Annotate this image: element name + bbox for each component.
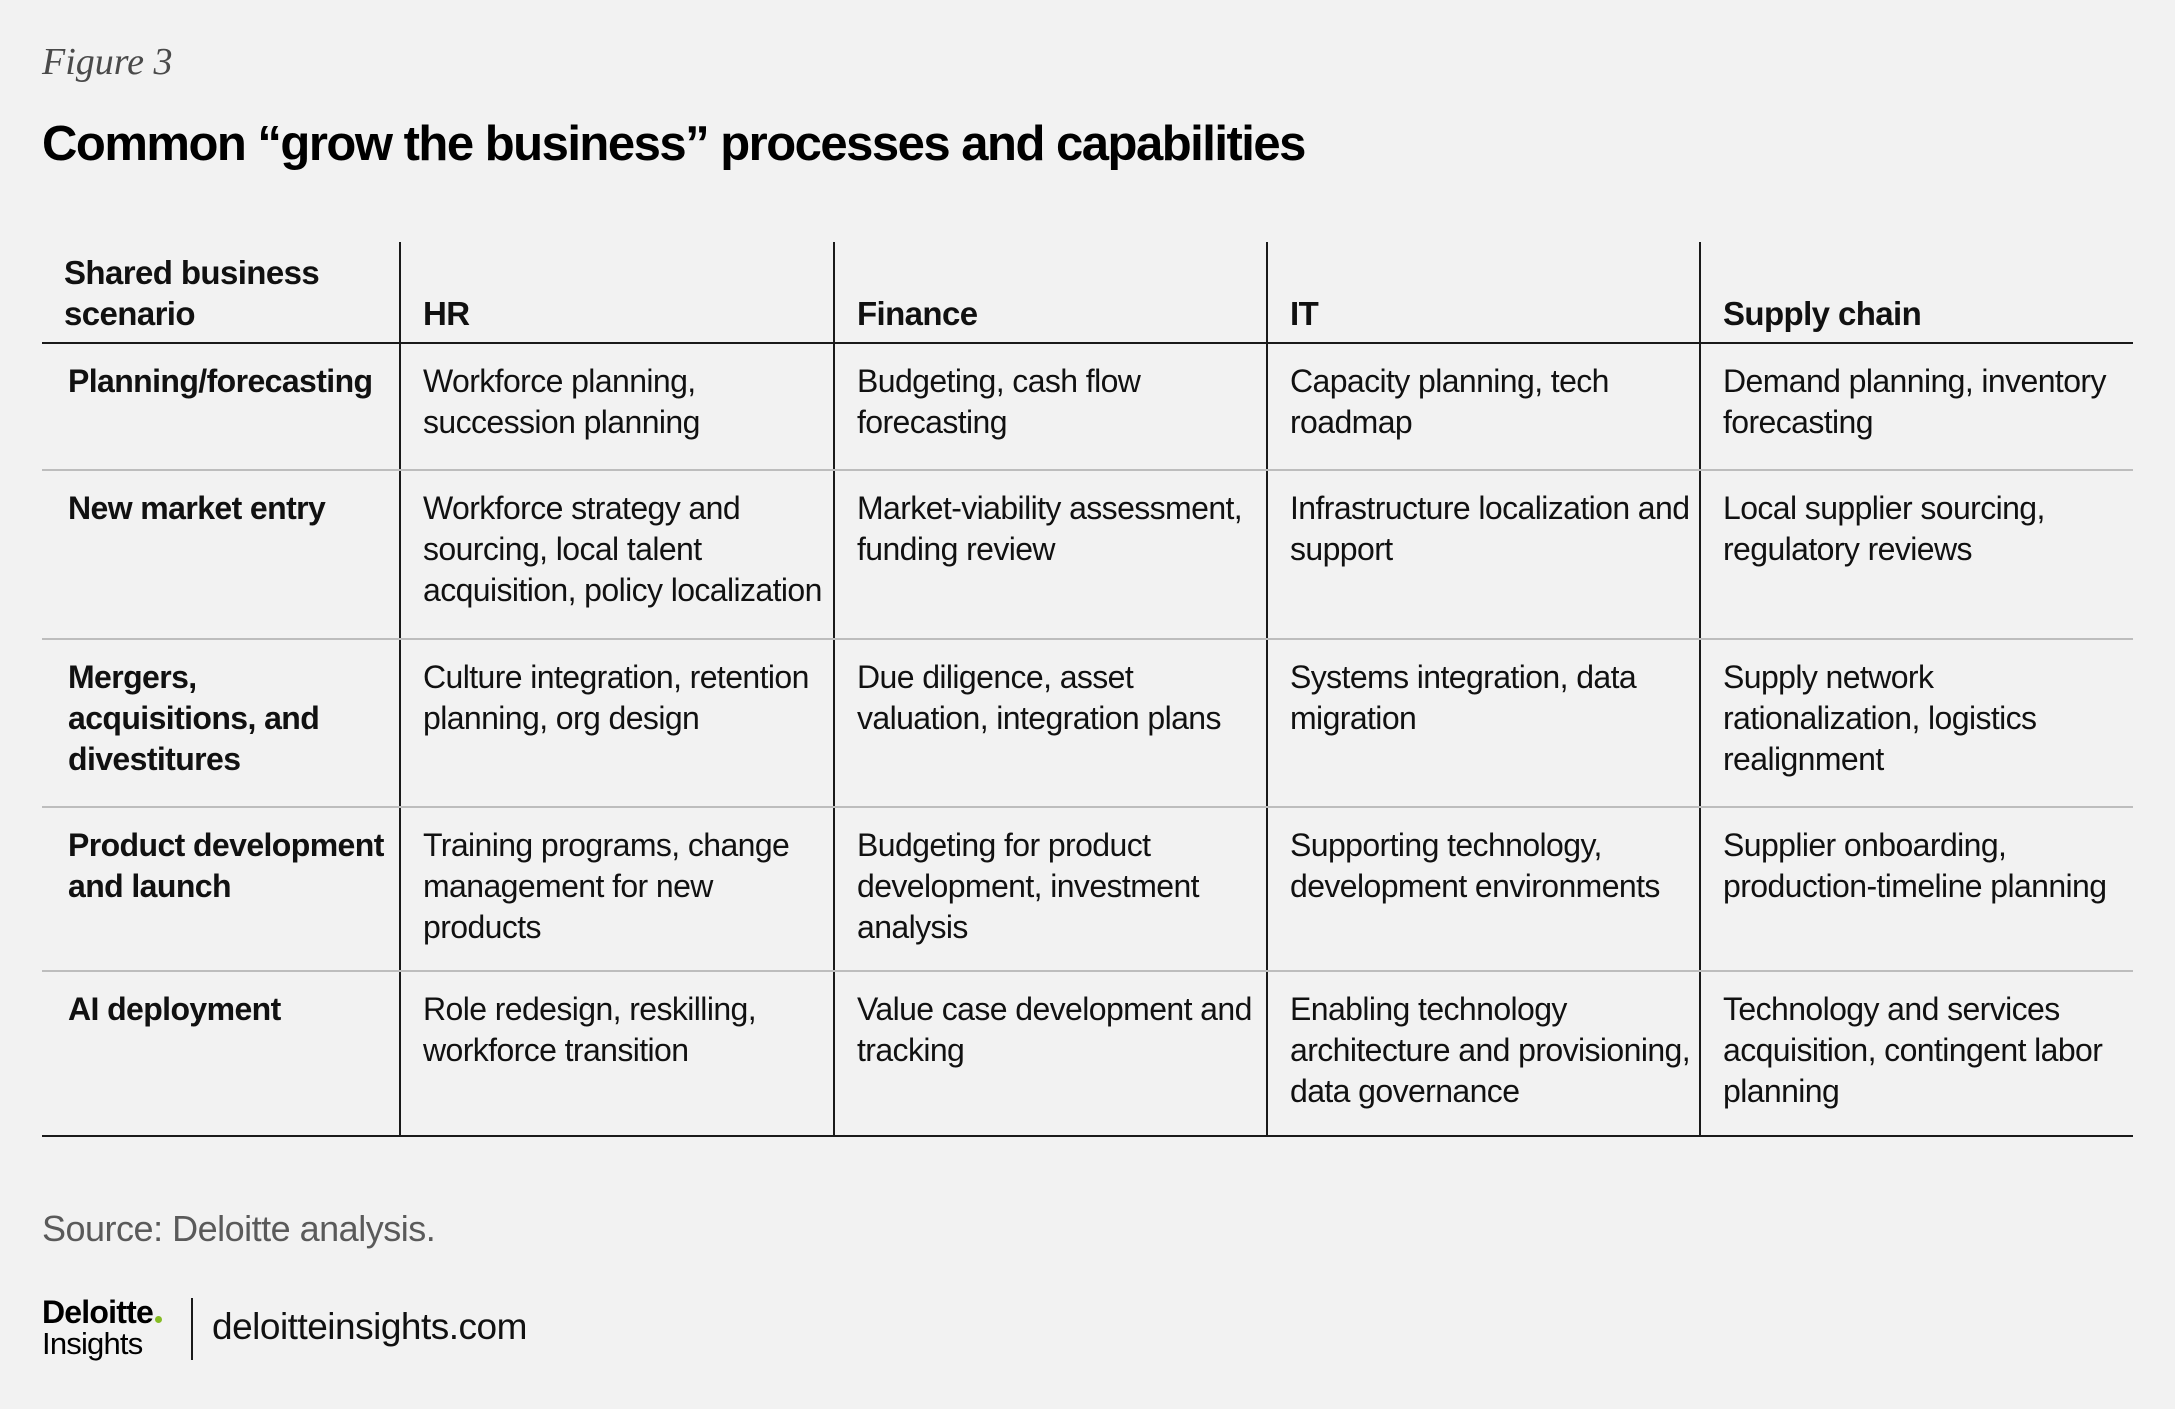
table-header-row — [42, 242, 2133, 343]
scenario-cell: AI deployment — [42, 971, 400, 1136]
hr-cell: Role redesign, reskilling, workforce transition — [400, 971, 834, 1136]
it-cell: Systems integration, data migration — [1267, 639, 1700, 807]
supply-chain-cell: Demand planning, inventory forecasting — [1700, 343, 2133, 470]
table-row — [42, 971, 2133, 1136]
scenario-cell: Mergers, acquisitions, and divestitures — [42, 639, 400, 807]
hr-cell: Training programs, change management for new products — [400, 807, 834, 971]
it-cell: Supporting technology, development environments — [1267, 807, 1700, 971]
it-cell: Capacity planning, tech roadmap — [1267, 343, 1700, 470]
finance-cell: Budgeting for product development, investment analysis — [834, 807, 1267, 971]
hr-cell: Culture integration, retention planning, org design — [400, 639, 834, 807]
logo-wordmark: Deloitte — [42, 1294, 153, 1330]
finance-cell: Budgeting, cash flow forecasting — [834, 343, 1267, 470]
supply-chain-cell: Technology and services acquisition, contingent labor planning — [1700, 971, 2133, 1136]
table-row — [42, 343, 2133, 470]
supply-chain-cell: Supply network rationalization, logistics realignment — [1700, 639, 2133, 807]
logo-subtitle: Insights — [42, 1326, 143, 1361]
footer-divider — [191, 1298, 193, 1360]
finance-cell: Market-viability assessment, funding review — [834, 470, 1267, 639]
column-header-supply-chain: Supply chain — [1700, 242, 2133, 343]
table-row — [42, 470, 2133, 639]
deloitte-insights-logo — [42, 1296, 182, 1360]
source-note: Source: Deloitte analysis. — [42, 1208, 436, 1249]
it-cell: Infrastructure localization and support — [1267, 470, 1700, 639]
column-header-it: IT — [1267, 242, 1700, 343]
scenario-cell: New market entry — [42, 470, 400, 639]
site-url: deloitteinsights.com — [212, 1306, 527, 1347]
figure-label: Figure 3 — [42, 41, 173, 83]
it-cell: Enabling technology architecture and provisioning, data governance — [1267, 971, 1700, 1136]
column-header-scenario: Shared business scenario — [42, 242, 400, 343]
table-row — [42, 807, 2133, 971]
column-header-hr: HR — [400, 242, 834, 343]
hr-cell: Workforce planning, succession planning — [400, 343, 834, 470]
green-dot-icon — [155, 1316, 162, 1323]
finance-cell: Value case development and tracking — [834, 971, 1267, 1136]
capabilities-table — [42, 242, 2133, 1137]
finance-cell: Due diligence, asset valuation, integration plans — [834, 639, 1267, 807]
supply-chain-cell: Supplier onboarding, production-timeline planning — [1700, 807, 2133, 971]
table-row — [42, 639, 2133, 807]
page-title: Common “grow the business” processes and capabilities — [42, 117, 1305, 171]
scenario-cell: Product development and launch — [42, 807, 400, 971]
hr-cell: Workforce strategy and sourcing, local talent acquisition, policy localization — [400, 470, 834, 639]
scenario-cell: Planning/forecasting — [42, 343, 400, 470]
column-header-finance: Finance — [834, 242, 1267, 343]
supply-chain-cell: Local supplier sourcing, regulatory reviews — [1700, 470, 2133, 639]
